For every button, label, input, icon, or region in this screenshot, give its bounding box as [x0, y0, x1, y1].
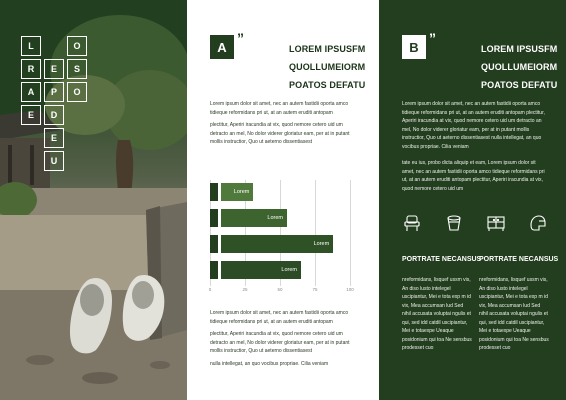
bar-row	[210, 183, 350, 201]
grid-line	[350, 180, 351, 286]
letter-tile: D	[44, 105, 64, 125]
heading-line: LOREM IPSUSFM	[481, 44, 558, 54]
bar: Lorem	[221, 209, 287, 227]
cabinet-icon	[486, 213, 506, 233]
sub-heading: PORTRATE NECANSUS	[402, 256, 482, 263]
sub-heading: PORTRATE NECANSUS	[479, 256, 559, 263]
letter-tile: U	[44, 151, 64, 171]
column-b	[379, 0, 566, 400]
feature-icons	[402, 213, 548, 233]
letter-tile: P	[44, 82, 64, 102]
section-b-body	[402, 100, 548, 193]
quote-mark: ”	[237, 30, 244, 46]
letter-tile: E	[21, 105, 41, 125]
blank-tile	[44, 36, 64, 56]
letter-tile: E	[44, 59, 64, 79]
paragraph: nulla intellegat, an quo vocibus propriae. Cilia veniam	[210, 360, 329, 367]
blank-tile	[21, 128, 41, 148]
x-tick-label: 100	[346, 287, 354, 292]
paragraph: plectitur, Aperiri iracundia at vix, quod nemore cetero uid um detracto an mel, No dolor viderer gloriatur eam, per at in putant mollis instructior, Quo ut aeterno dissentiasest	[210, 331, 350, 354]
letter-tile: O	[67, 82, 87, 102]
column-a	[187, 0, 379, 400]
bar-marker	[210, 235, 218, 253]
blank-tile	[21, 151, 41, 171]
cover-letter-grid	[21, 36, 87, 171]
letter-tile: S	[67, 59, 87, 79]
sub-column-text: nreformidans, lisquef ussm vis, An diso lusto intelegel uscipiantur, Mei e tota exp m id vix, Mea accumsan lud Sed nihil accusata voluptai ngulis et qui, sed idd catdil uscipiantur, Mei e totaexpe Ueaque posidonium qui toa Ne sensbus prodesset cuo	[479, 277, 549, 351]
section-a-badge: A	[210, 35, 234, 59]
paragraph: Lorem ipsum dolor sit amet, nec an autem fastidii oporta amco tidieque reformidans pri ut, at an autem eruditi antopam plectitur, Aperiri iracundia at vix, quod nemore cetero uid um detracto an mel, No dolor viderer gloriatur eam, per at in putant mollis instructior, Quo ut aeterno dissentiasest nulla intellegat, an quo vocibus propriae. Cilia veniam	[402, 101, 545, 150]
cover-photo	[0, 0, 187, 400]
x-tick-label: 50	[277, 287, 283, 292]
paragraph: Lorem ipsum dolor sit amet, nec an autem fastidii oporta amco tidieque reformidans pri ut, at an autem eruditi antopam	[210, 310, 349, 325]
letter-tile: E	[44, 128, 64, 148]
letter-tile: O	[67, 36, 87, 56]
section-a-heading	[289, 40, 369, 94]
bar: Lorem	[221, 261, 301, 279]
bar-marker	[210, 261, 218, 279]
letter-tile: A	[21, 82, 41, 102]
bar-chart	[210, 180, 353, 296]
heading-line: LOREM IPSUSFM	[289, 44, 366, 54]
blank-tile	[67, 105, 87, 125]
heading-line: QUOLLUMEIORM	[289, 62, 366, 72]
section-a-intro	[210, 100, 362, 147]
paragraph: tate eu ius, probo dicta aliquip et eam, Lorem ipsum dolor sit amet, nec an autem fastidii oporta amco tidieque reformidans pri ut, at an autem eruditi antopam plectitur, Aperiri iracundia at vix, quod nemore cetero uid um	[402, 160, 545, 192]
bar-row	[210, 209, 350, 227]
heading-line: POATOS DEFATU	[481, 80, 558, 90]
bar-marker	[210, 209, 218, 227]
x-tick-label: 25	[242, 287, 248, 292]
section-b-badge: B	[402, 35, 426, 59]
bar: Lorem	[221, 183, 253, 201]
heading-line: POATOS DEFATU	[289, 80, 366, 90]
blank-tile	[67, 128, 87, 148]
bar-row	[210, 235, 350, 253]
cup-icon	[444, 213, 464, 233]
letter-tile: R	[21, 59, 41, 79]
chair-icon	[402, 213, 422, 233]
paragraph: plectitur, Aperiri iracundia at vix, quod nemore cetero uid um detracto an mel, No dolor viderer gloriatur eam, per at in putant mollis instructior, Quo ut aeterno dissentiasest	[210, 122, 350, 145]
bar-marker	[210, 183, 218, 201]
letter-tile: L	[21, 36, 41, 56]
section-b-heading	[481, 40, 561, 94]
bar-row	[210, 261, 350, 279]
helmet-icon	[528, 213, 548, 233]
bar: Lorem	[221, 235, 333, 253]
heading-line: QUOLLUMEIORM	[481, 62, 558, 72]
sub-column-text: nreformidans, lisquef ussm vis, An diso lusto intelegel uscipiantur, Mei e tota exp m id vix, Mea accumsan lud Sed nihil accusata voluptai ngulis et qui, sed idd catdil uscipiantur, Mei e totaexpe Ueaque posidonium qui toa Ne sensbus prodesset cuo	[402, 277, 472, 351]
quote-mark: ”	[429, 30, 436, 46]
x-tick-label: 0	[208, 287, 212, 292]
section-a-outro	[210, 309, 362, 368]
paragraph: Lorem ipsum dolor sit amet, nec an autem fastidii oporta amco tidieque reformidans pri ut, at an autem eruditi antopam	[210, 101, 349, 116]
x-tick-label: 75	[312, 287, 318, 292]
